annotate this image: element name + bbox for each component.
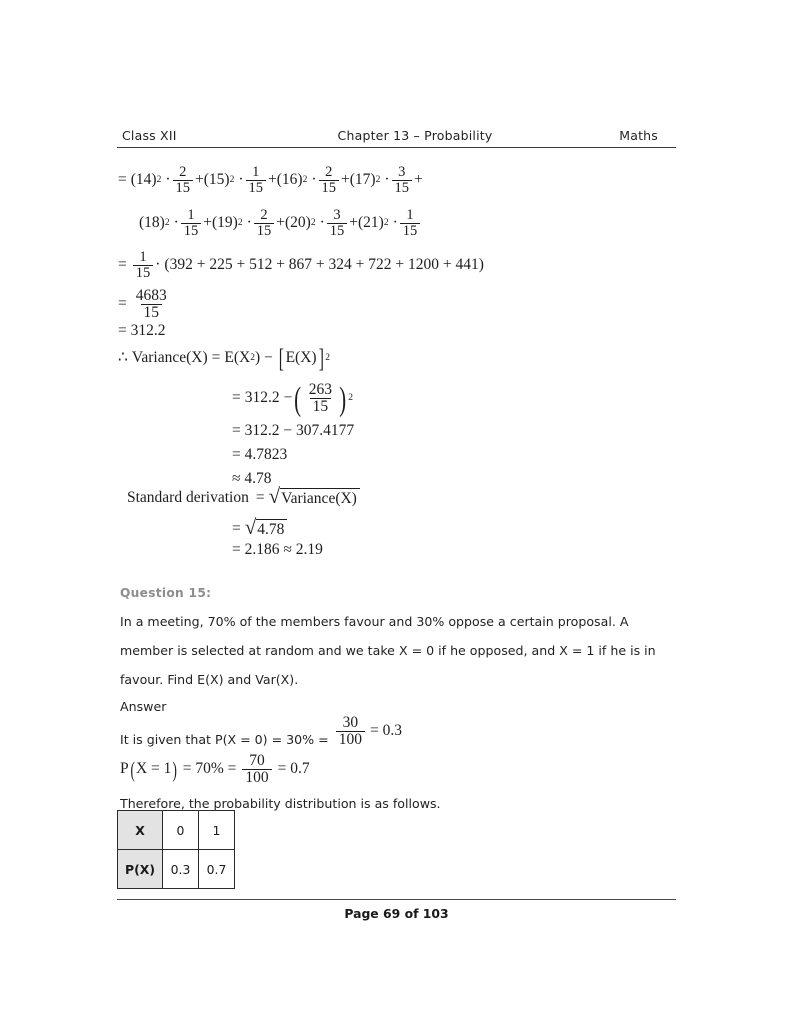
math-line-sqrt-value bbox=[232, 515, 287, 539]
header-class: Class XII bbox=[122, 128, 177, 143]
fraction-3-15 bbox=[392, 165, 413, 196]
result-312-2: = 312.2 bbox=[118, 322, 166, 339]
header-subject: Maths bbox=[619, 128, 658, 143]
plus-7: + bbox=[349, 214, 358, 232]
fraction-3-15-b bbox=[327, 208, 348, 239]
fraction-2-15-c bbox=[254, 208, 275, 239]
plus-2: + bbox=[268, 171, 277, 189]
math-line-subtraction bbox=[232, 422, 354, 440]
numerator: 3 bbox=[333, 207, 341, 223]
question-text-line-1: In a meeting, 70% of the members favour and 30% oppose a certain proposal. A bbox=[120, 614, 629, 629]
bracket-close: ] bbox=[318, 343, 324, 373]
cell-px-0: 0.3 bbox=[163, 850, 199, 889]
fraction-1-15 bbox=[246, 165, 267, 196]
radical-sign: √ bbox=[268, 484, 281, 508]
paren-open-large: ( bbox=[294, 380, 302, 418]
fraction-30-100 bbox=[336, 715, 365, 748]
plus-4: + bbox=[414, 171, 423, 189]
probability-symbol: P bbox=[120, 760, 129, 778]
row-header-x: X bbox=[118, 811, 163, 850]
table-row bbox=[118, 811, 235, 850]
radical-4-78 bbox=[244, 515, 288, 539]
value-4-78: ≈ 4.78 bbox=[232, 470, 272, 487]
page-header bbox=[117, 128, 676, 143]
equals-sign: = bbox=[118, 256, 127, 274]
question-text-line-2: member is selected at random and we take X = 0 if he opposed, and X = 1 if he is in bbox=[120, 643, 656, 658]
numerator: 1 bbox=[139, 249, 147, 265]
radicand: Variance(X) bbox=[280, 488, 360, 508]
fraction-2-15-b bbox=[319, 165, 340, 196]
fraction-1-15-b bbox=[181, 208, 202, 239]
paren-open: ( bbox=[130, 757, 135, 783]
math-line-4 bbox=[118, 288, 172, 321]
term-15-base: (15) bbox=[203, 171, 230, 189]
fraction-70-100 bbox=[242, 753, 271, 786]
math-line-2: (18) 2 · $\frac{1}{15}$ + (19) 2 · $\frac{2}{15}$ + (20) 2 · $\frac{3}{15}$ + (21) 2 · $\frac{1}{15}$ bbox=[139, 208, 422, 239]
probability-distribution-table bbox=[117, 810, 235, 889]
minus-sign: − bbox=[264, 348, 273, 366]
page-number: Page 69 of 103 bbox=[344, 906, 449, 921]
plus-6: + bbox=[276, 214, 285, 232]
term-16-base: (16) bbox=[276, 171, 303, 189]
math-line-variance-rounded bbox=[232, 470, 272, 488]
denominator: 15 bbox=[319, 180, 340, 196]
cell-x-1: 1 bbox=[199, 811, 235, 850]
plus-5: + bbox=[203, 214, 212, 232]
equals-sign: = bbox=[118, 295, 127, 313]
equals-sign: = bbox=[232, 389, 241, 407]
dot-3: · bbox=[311, 171, 317, 189]
question-label: Question 15: bbox=[120, 586, 212, 600]
math-line-1: = (14) 2 · $\frac{2}{15}$ + (15) 2 · $\frac{1}{15}$ + (16) 2 · $\frac{2}{15}$ + (17) 2 · $\frac{3}{15}$ + bbox=[118, 164, 423, 196]
fraction-4683-15 bbox=[133, 288, 170, 321]
expectation-of-x: E(X) bbox=[285, 348, 317, 366]
given-line-2 bbox=[120, 753, 310, 786]
value-4-7823: = 4.7823 bbox=[232, 446, 288, 463]
footer-divider bbox=[117, 899, 676, 900]
denominator: 15 bbox=[141, 304, 163, 321]
sum-expression: (392 + 225 + 512 + 867 + 324 + 722 + 1200 + 441) bbox=[164, 256, 484, 274]
dot-6: · bbox=[246, 214, 252, 232]
dot-4: · bbox=[384, 171, 390, 189]
denominator: 15 bbox=[246, 180, 267, 196]
value-2-186: = 2.186 ≈ 2.19 bbox=[232, 541, 323, 558]
given-result-0-3: = 0.3 bbox=[369, 722, 402, 740]
term-19-base: (19) bbox=[212, 214, 238, 232]
given-result-0-7: = 0.7 bbox=[277, 760, 310, 778]
expectation-symbol: E bbox=[224, 348, 234, 366]
equals-sign: = bbox=[232, 519, 241, 537]
math-line-variance-substitution: = 312.2 − ( $\frac{263}{15}$ ) 2 bbox=[232, 380, 354, 418]
paren-open: ( bbox=[233, 348, 240, 366]
paren-close: ) bbox=[172, 757, 178, 783]
given-line-1 bbox=[120, 714, 402, 756]
header-divider bbox=[117, 147, 676, 148]
denominator: 15 bbox=[173, 180, 194, 196]
equals-sign: = bbox=[118, 171, 127, 189]
denominator: 100 bbox=[336, 731, 365, 748]
dot-9: · bbox=[155, 256, 161, 274]
dot-8: · bbox=[392, 214, 398, 232]
term-17-base: (17) bbox=[349, 171, 376, 189]
numerator: 2 bbox=[260, 207, 268, 223]
numerator: 70 bbox=[249, 752, 265, 769]
denominator: 100 bbox=[242, 769, 271, 786]
term-18-base: (18) bbox=[139, 214, 165, 232]
variance-arg: (X) bbox=[186, 348, 208, 366]
math-line-3 bbox=[118, 250, 484, 281]
dot-5: · bbox=[173, 214, 179, 232]
numerator: 2 bbox=[325, 164, 333, 180]
therefore-symbol: ∴ bbox=[118, 349, 128, 366]
denominator: 15 bbox=[327, 223, 348, 239]
denominator: 15 bbox=[310, 398, 332, 415]
equals-sign: = bbox=[211, 348, 221, 366]
math-line-sd-result bbox=[232, 541, 323, 559]
minus-sign: − bbox=[283, 389, 293, 407]
paren-close: ) bbox=[254, 348, 261, 366]
fraction-1-15-c bbox=[400, 208, 421, 239]
equals-sign: = bbox=[255, 488, 265, 506]
math-line-standard-deviation bbox=[127, 484, 360, 508]
math-line-5 bbox=[118, 322, 166, 340]
term-21-base: (21) bbox=[358, 214, 384, 232]
numerator: 1 bbox=[187, 207, 195, 223]
numerator: 4683 bbox=[135, 287, 167, 304]
denominator: 15 bbox=[133, 265, 154, 281]
plus-3: + bbox=[341, 171, 350, 189]
random-variable-x: X bbox=[239, 348, 251, 366]
math-line-variance-result bbox=[232, 446, 287, 464]
variance-word: Variance bbox=[131, 348, 187, 366]
radical-sign: √ bbox=[244, 515, 257, 539]
table-row bbox=[118, 850, 235, 889]
math-line-variance-definition: ∴ Variance (X) = E ( X 2 ) − [ E(X) ] 2 bbox=[118, 343, 330, 373]
numerator: 1 bbox=[406, 207, 414, 223]
dot-1: · bbox=[165, 171, 171, 189]
radicand: 4.78 bbox=[256, 519, 287, 539]
plus-1: + bbox=[195, 171, 204, 189]
fraction-263-15 bbox=[306, 382, 335, 415]
value-subtraction: = 312.2 − 307.4177 bbox=[232, 422, 355, 439]
numerator: 263 bbox=[308, 381, 332, 398]
given-prose: It is given that P(X = 0) = 30% = bbox=[120, 731, 329, 747]
term-14-base: (14) bbox=[130, 171, 157, 189]
cell-x-0: 0 bbox=[163, 811, 199, 850]
header-chapter: Chapter 13 – Probability bbox=[337, 128, 493, 143]
value-312-2: 312.2 bbox=[244, 389, 280, 407]
question-text-line-3: favour. Find E(X) and Var(X). bbox=[120, 672, 299, 687]
numerator: 1 bbox=[252, 164, 260, 180]
denominator: 15 bbox=[392, 180, 413, 196]
term-20-base: (20) bbox=[285, 214, 311, 232]
fraction-1-15-d bbox=[133, 250, 154, 281]
fraction-2-15 bbox=[173, 165, 194, 196]
cell-px-1: 0.7 bbox=[199, 850, 235, 889]
denominator: 15 bbox=[181, 223, 202, 239]
radical-variance bbox=[268, 484, 360, 508]
denominator: 15 bbox=[254, 223, 275, 239]
x-equals-1: X = 1 bbox=[135, 760, 172, 778]
distribution-intro: Therefore, the probability distribution is as follows. bbox=[120, 796, 441, 811]
dot-7: · bbox=[319, 214, 325, 232]
standard-deviation-label: Standard derivation bbox=[127, 488, 249, 506]
numerator: 30 bbox=[342, 714, 359, 731]
given-fraction-group bbox=[334, 715, 402, 748]
answer-label: Answer bbox=[120, 699, 167, 714]
row-header-px: P(X) bbox=[118, 850, 163, 889]
numerator: 2 bbox=[179, 164, 187, 180]
equals-70-percent: = 70% = bbox=[182, 760, 237, 778]
dot-2: · bbox=[238, 171, 244, 189]
bracket-open: [ bbox=[278, 343, 284, 373]
numerator: 3 bbox=[398, 164, 406, 180]
denominator: 15 bbox=[400, 223, 421, 239]
paren-close-large: ) bbox=[339, 380, 347, 418]
